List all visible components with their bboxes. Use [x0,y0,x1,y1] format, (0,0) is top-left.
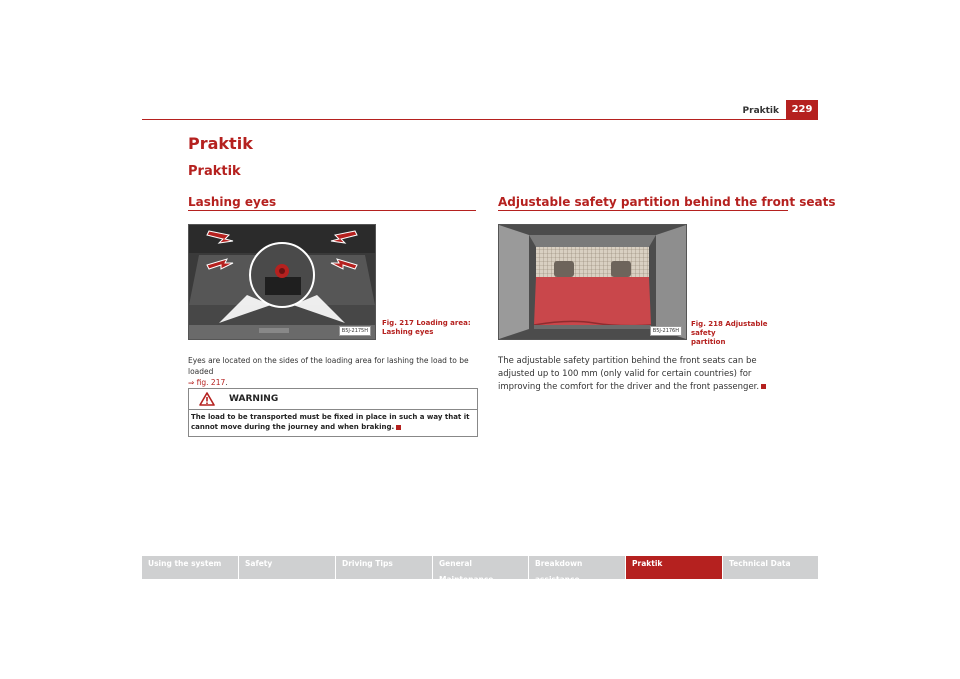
nav-tab-safety[interactable]: Safety [239,556,335,579]
figure-code: B5J-2176H [650,326,682,336]
body-period: . [225,378,228,387]
nav-tab-driving-tips[interactable]: Driving Tips [336,556,432,579]
header-section-title: Praktik [742,106,779,116]
lashing-eyes-body [188,355,478,388]
section-rule-left [188,210,476,211]
section-title-safety-partition: Adjustable safety partition behind the front seats [498,195,836,209]
caption-line-2: partition [691,338,726,346]
warning-triangle-icon [199,392,215,406]
nav-tab-technical-data[interactable]: Technical Data [723,556,818,579]
nav-tab-breakdown-assistance[interactable]: Breakdown assistance [529,556,625,579]
fig-217-link[interactable]: ⇒ fig. 217 [188,378,226,387]
end-mark-icon [761,384,766,389]
figure-217-caption [382,319,472,337]
nav-tab-general-maintenance[interactable]: General Maintenance [433,556,528,579]
caption-line-2: Lashing eyes [382,328,434,336]
nav-tab-praktik[interactable]: Praktik [626,556,722,579]
warning-box [188,388,478,437]
warning-header [189,389,477,410]
section-rule-right [498,210,788,211]
caption-line-1: Fig. 217 Loading area: [382,319,471,327]
figure-218-caption [691,320,787,347]
sub-title: Praktik [188,164,241,179]
safety-partition-body [498,355,788,394]
safety-partition-illustration [499,225,686,339]
nav-tab-using-the-system[interactable]: Using the system [142,556,238,579]
figure-code: B5J-2175H [339,326,371,336]
page-number: 229 [786,100,818,119]
body-line-1: Eyes are located on the sides of the loading area for lashing the load to be loaded [188,356,469,376]
end-mark-icon [396,425,401,430]
figure-218-safety-partition [498,224,687,340]
chapter-title: Praktik [188,134,253,153]
safety-partition-text: The adjustable safety partition behind the front seats can be adjusted up to 100 mm (only valid for certain countries) for improving the comfort for the driver and the front passenger. [498,356,760,392]
warning-title: WARNING [229,394,279,404]
header-rule [142,119,818,120]
warning-text [191,412,475,432]
loading-area-illustration [189,225,375,339]
section-title-lashing-eyes: Lashing eyes [188,195,277,209]
warning-text-content: The load to be transported must be fixed in place in such a way that it cannot move during the journey and when braking. [191,413,470,431]
figure-217-loading-area [188,224,376,340]
caption-line-1: Fig. 218 Adjustable safety [691,320,768,337]
